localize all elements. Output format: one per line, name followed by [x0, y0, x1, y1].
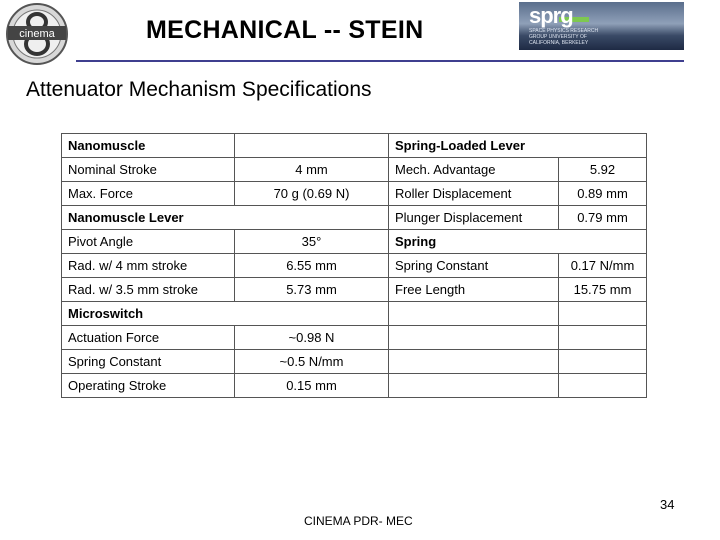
- section-header-spring-loaded-lever: Spring-Loaded Lever: [389, 134, 647, 158]
- table-cell-empty: [389, 350, 559, 374]
- rad-35mm-label: Rad. w/ 3.5 mm stroke: [62, 278, 235, 302]
- pivot-angle-value: 35°: [235, 230, 389, 254]
- sprg-logo: [519, 2, 684, 50]
- table-row: [62, 206, 647, 230]
- rad-4mm-label: Rad. w/ 4 mm stroke: [62, 254, 235, 278]
- cinema-logo-graphic: [2, 2, 72, 66]
- operating-stroke-label: Operating Stroke: [62, 374, 235, 398]
- table-cell-empty: [559, 350, 647, 374]
- cinema-logo: [2, 2, 72, 66]
- max-force-label: Max. Force: [62, 182, 235, 206]
- table-cell-empty: [389, 302, 559, 326]
- spring-constant-value: 0.17 N/mm: [559, 254, 647, 278]
- section-header-spring: Spring: [389, 230, 647, 254]
- pivot-angle-label: Pivot Angle: [62, 230, 235, 254]
- rad-4mm-value: 6.55 mm: [235, 254, 389, 278]
- table-row: [62, 278, 647, 302]
- table-cell-empty: [559, 302, 647, 326]
- spring-constant-label: Spring Constant: [389, 254, 559, 278]
- actuation-force-value: ~0.98 N: [235, 326, 389, 350]
- nominal-stroke-label: Nominal Stroke: [62, 158, 235, 182]
- slide-subtitle: Attenuator Mechanism Specifications: [26, 78, 372, 101]
- nominal-stroke-value: 4 mm: [235, 158, 389, 182]
- mech-advantage-label: Mech. Advantage: [389, 158, 559, 182]
- table-row: [62, 230, 647, 254]
- table-cell-empty: [389, 326, 559, 350]
- table-row: [62, 350, 647, 374]
- microswitch-spring-constant-label: Spring Constant: [62, 350, 235, 374]
- free-length-label: Free Length: [389, 278, 559, 302]
- table-cell-empty: [235, 134, 389, 158]
- rad-35mm-value: 5.73 mm: [235, 278, 389, 302]
- table-row: [62, 134, 647, 158]
- sprg-logo-text: sprg: [529, 3, 573, 28]
- table-row: [62, 302, 647, 326]
- page-title: MECHANICAL -- STEIN: [146, 16, 424, 44]
- free-length-value: 15.75 mm: [559, 278, 647, 302]
- roller-displacement-value: 0.89 mm: [559, 182, 647, 206]
- plunger-displacement-value: 0.79 mm: [559, 206, 647, 230]
- mech-advantage-value: 5.92: [559, 158, 647, 182]
- footer-text: CINEMA PDR- MEC: [304, 514, 413, 528]
- actuation-force-label: Actuation Force: [62, 326, 235, 350]
- cinema-logo-text: cinema: [19, 28, 55, 40]
- page-number: 34: [660, 497, 675, 512]
- roller-displacement-label: Roller Displacement: [389, 182, 559, 206]
- max-force-value: 70 g (0.69 N): [235, 182, 389, 206]
- table-row: [62, 326, 647, 350]
- table-row: [62, 182, 647, 206]
- table-cell-empty: [559, 326, 647, 350]
- plunger-displacement-label: Plunger Displacement: [389, 206, 559, 230]
- table-cell-empty: [389, 374, 559, 398]
- sprg-logo-tagline: SPACE PHYSICS RESEARCH GROUP UNIVERSITY OF CALIFORNIA, BERKELEY: [529, 28, 599, 46]
- microswitch-spring-constant-value: ~0.5 N/mm: [235, 350, 389, 374]
- table-row: [62, 374, 647, 398]
- section-header-nanomuscle: Nanomuscle: [62, 134, 235, 158]
- table-row: [62, 254, 647, 278]
- section-header-microswitch: Microswitch: [62, 302, 389, 326]
- title-divider: [76, 60, 684, 62]
- table-row: [62, 158, 647, 182]
- section-header-nanomuscle-lever: Nanomuscle Lever: [62, 206, 389, 230]
- table-cell-empty: [559, 374, 647, 398]
- operating-stroke-value: 0.15 mm: [235, 374, 389, 398]
- spec-table: [61, 133, 647, 398]
